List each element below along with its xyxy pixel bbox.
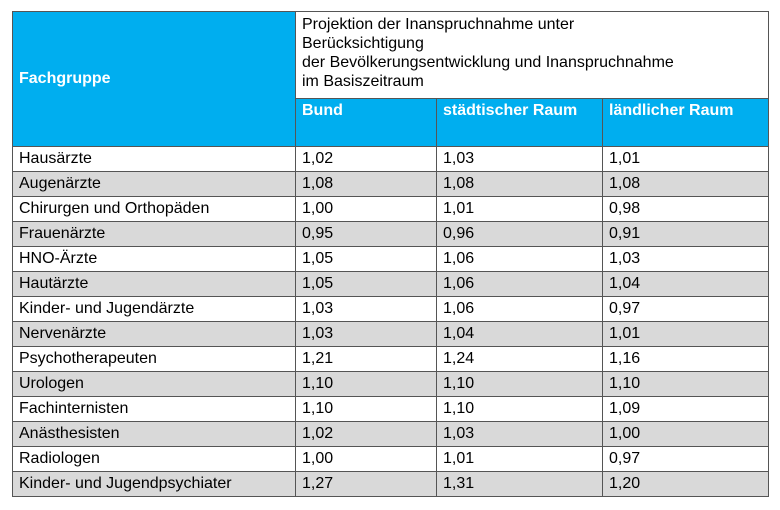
- table-row: [13, 322, 769, 347]
- cell-rural: 1,00: [603, 422, 769, 447]
- header-rural: ländlicher Raum: [603, 99, 769, 147]
- cell-rural: 1,03: [603, 247, 769, 272]
- table-row: [13, 447, 769, 472]
- projection-line-1: Projektion der Inanspruchnahme unter: [302, 16, 575, 33]
- cell-fachgruppe: Nervenärzte: [13, 322, 296, 347]
- cell-urban: 1,06: [437, 297, 603, 322]
- cell-bund: 1,10: [296, 397, 437, 422]
- cell-rural: 1,01: [603, 322, 769, 347]
- cell-fachgruppe: Hautärzte: [13, 272, 296, 297]
- cell-rural: 1,04: [603, 272, 769, 297]
- table-row: [13, 222, 769, 247]
- header-projection: [296, 12, 769, 99]
- cell-urban: 1,08: [437, 172, 603, 197]
- cell-bund: 1,03: [296, 297, 437, 322]
- cell-bund: 1,00: [296, 197, 437, 222]
- cell-urban: 1,01: [437, 197, 603, 222]
- cell-fachgruppe: Kinder- und Jugendärzte: [13, 297, 296, 322]
- table-row: [13, 172, 769, 197]
- table-row: [13, 472, 769, 497]
- cell-fachgruppe: Augenärzte: [13, 172, 296, 197]
- table-container: [12, 11, 769, 497]
- cell-urban: 1,04: [437, 322, 603, 347]
- cell-bund: 1,27: [296, 472, 437, 497]
- projection-line-3: der Bevölkerungsentwicklung und Inanspruchnahme: [302, 54, 674, 71]
- cell-fachgruppe: Kinder- und Jugendpsychiater: [13, 472, 296, 497]
- cell-fachgruppe: Hausärzte: [13, 147, 296, 172]
- cell-bund: 1,21: [296, 347, 437, 372]
- table-row: [13, 422, 769, 447]
- cell-urban: 1,24: [437, 347, 603, 372]
- cell-fachgruppe: Radiologen: [13, 447, 296, 472]
- cell-rural: 0,97: [603, 447, 769, 472]
- cell-rural: 1,08: [603, 172, 769, 197]
- table-row: [13, 197, 769, 222]
- cell-fachgruppe: HNO-Ärzte: [13, 247, 296, 272]
- cell-rural: 1,10: [603, 372, 769, 397]
- cell-fachgruppe: Psychotherapeuten: [13, 347, 296, 372]
- table-header: [13, 12, 769, 147]
- cell-rural: 0,97: [603, 297, 769, 322]
- table-row: [13, 397, 769, 422]
- cell-urban: 1,31: [437, 472, 603, 497]
- table-row: [13, 297, 769, 322]
- cell-fachgruppe: Urologen: [13, 372, 296, 397]
- table-row: [13, 147, 769, 172]
- cell-bund: 1,05: [296, 247, 437, 272]
- cell-rural: 1,20: [603, 472, 769, 497]
- cell-urban: 1,06: [437, 272, 603, 297]
- cell-urban: 1,10: [437, 397, 603, 422]
- cell-urban: 1,01: [437, 447, 603, 472]
- cell-fachgruppe: Anästhesisten: [13, 422, 296, 447]
- cell-bund: 1,02: [296, 147, 437, 172]
- cell-bund: 0,95: [296, 222, 437, 247]
- cell-urban: 1,10: [437, 372, 603, 397]
- table-row: [13, 347, 769, 372]
- projection-line-2: Berücksichtigung: [302, 35, 424, 52]
- cell-rural: 1,16: [603, 347, 769, 372]
- header-urban: städtischer Raum: [437, 99, 603, 147]
- cell-urban: 1,03: [437, 147, 603, 172]
- projection-table: [12, 11, 769, 497]
- cell-rural: 0,98: [603, 197, 769, 222]
- table-row: [13, 247, 769, 272]
- cell-bund: 1,10: [296, 372, 437, 397]
- cell-bund: 1,05: [296, 272, 437, 297]
- cell-urban: 0,96: [437, 222, 603, 247]
- cell-bund: 1,08: [296, 172, 437, 197]
- cell-rural: 1,09: [603, 397, 769, 422]
- cell-urban: 1,06: [437, 247, 603, 272]
- table-body: [13, 147, 769, 497]
- cell-rural: 0,91: [603, 222, 769, 247]
- cell-urban: 1,03: [437, 422, 603, 447]
- cell-rural: 1,01: [603, 147, 769, 172]
- header-bund: Bund: [296, 99, 437, 147]
- cell-bund: 1,03: [296, 322, 437, 347]
- cell-fachgruppe: Fachinternisten: [13, 397, 296, 422]
- table-row: [13, 372, 769, 397]
- cell-bund: 1,00: [296, 447, 437, 472]
- projection-line-4: im Basiszeitraum: [302, 73, 424, 90]
- cell-fachgruppe: Frauenärzte: [13, 222, 296, 247]
- cell-bund: 1,02: [296, 422, 437, 447]
- table-row: [13, 272, 769, 297]
- header-fachgruppe: Fachgruppe: [13, 12, 296, 147]
- cell-fachgruppe: Chirurgen und Orthopäden: [13, 197, 296, 222]
